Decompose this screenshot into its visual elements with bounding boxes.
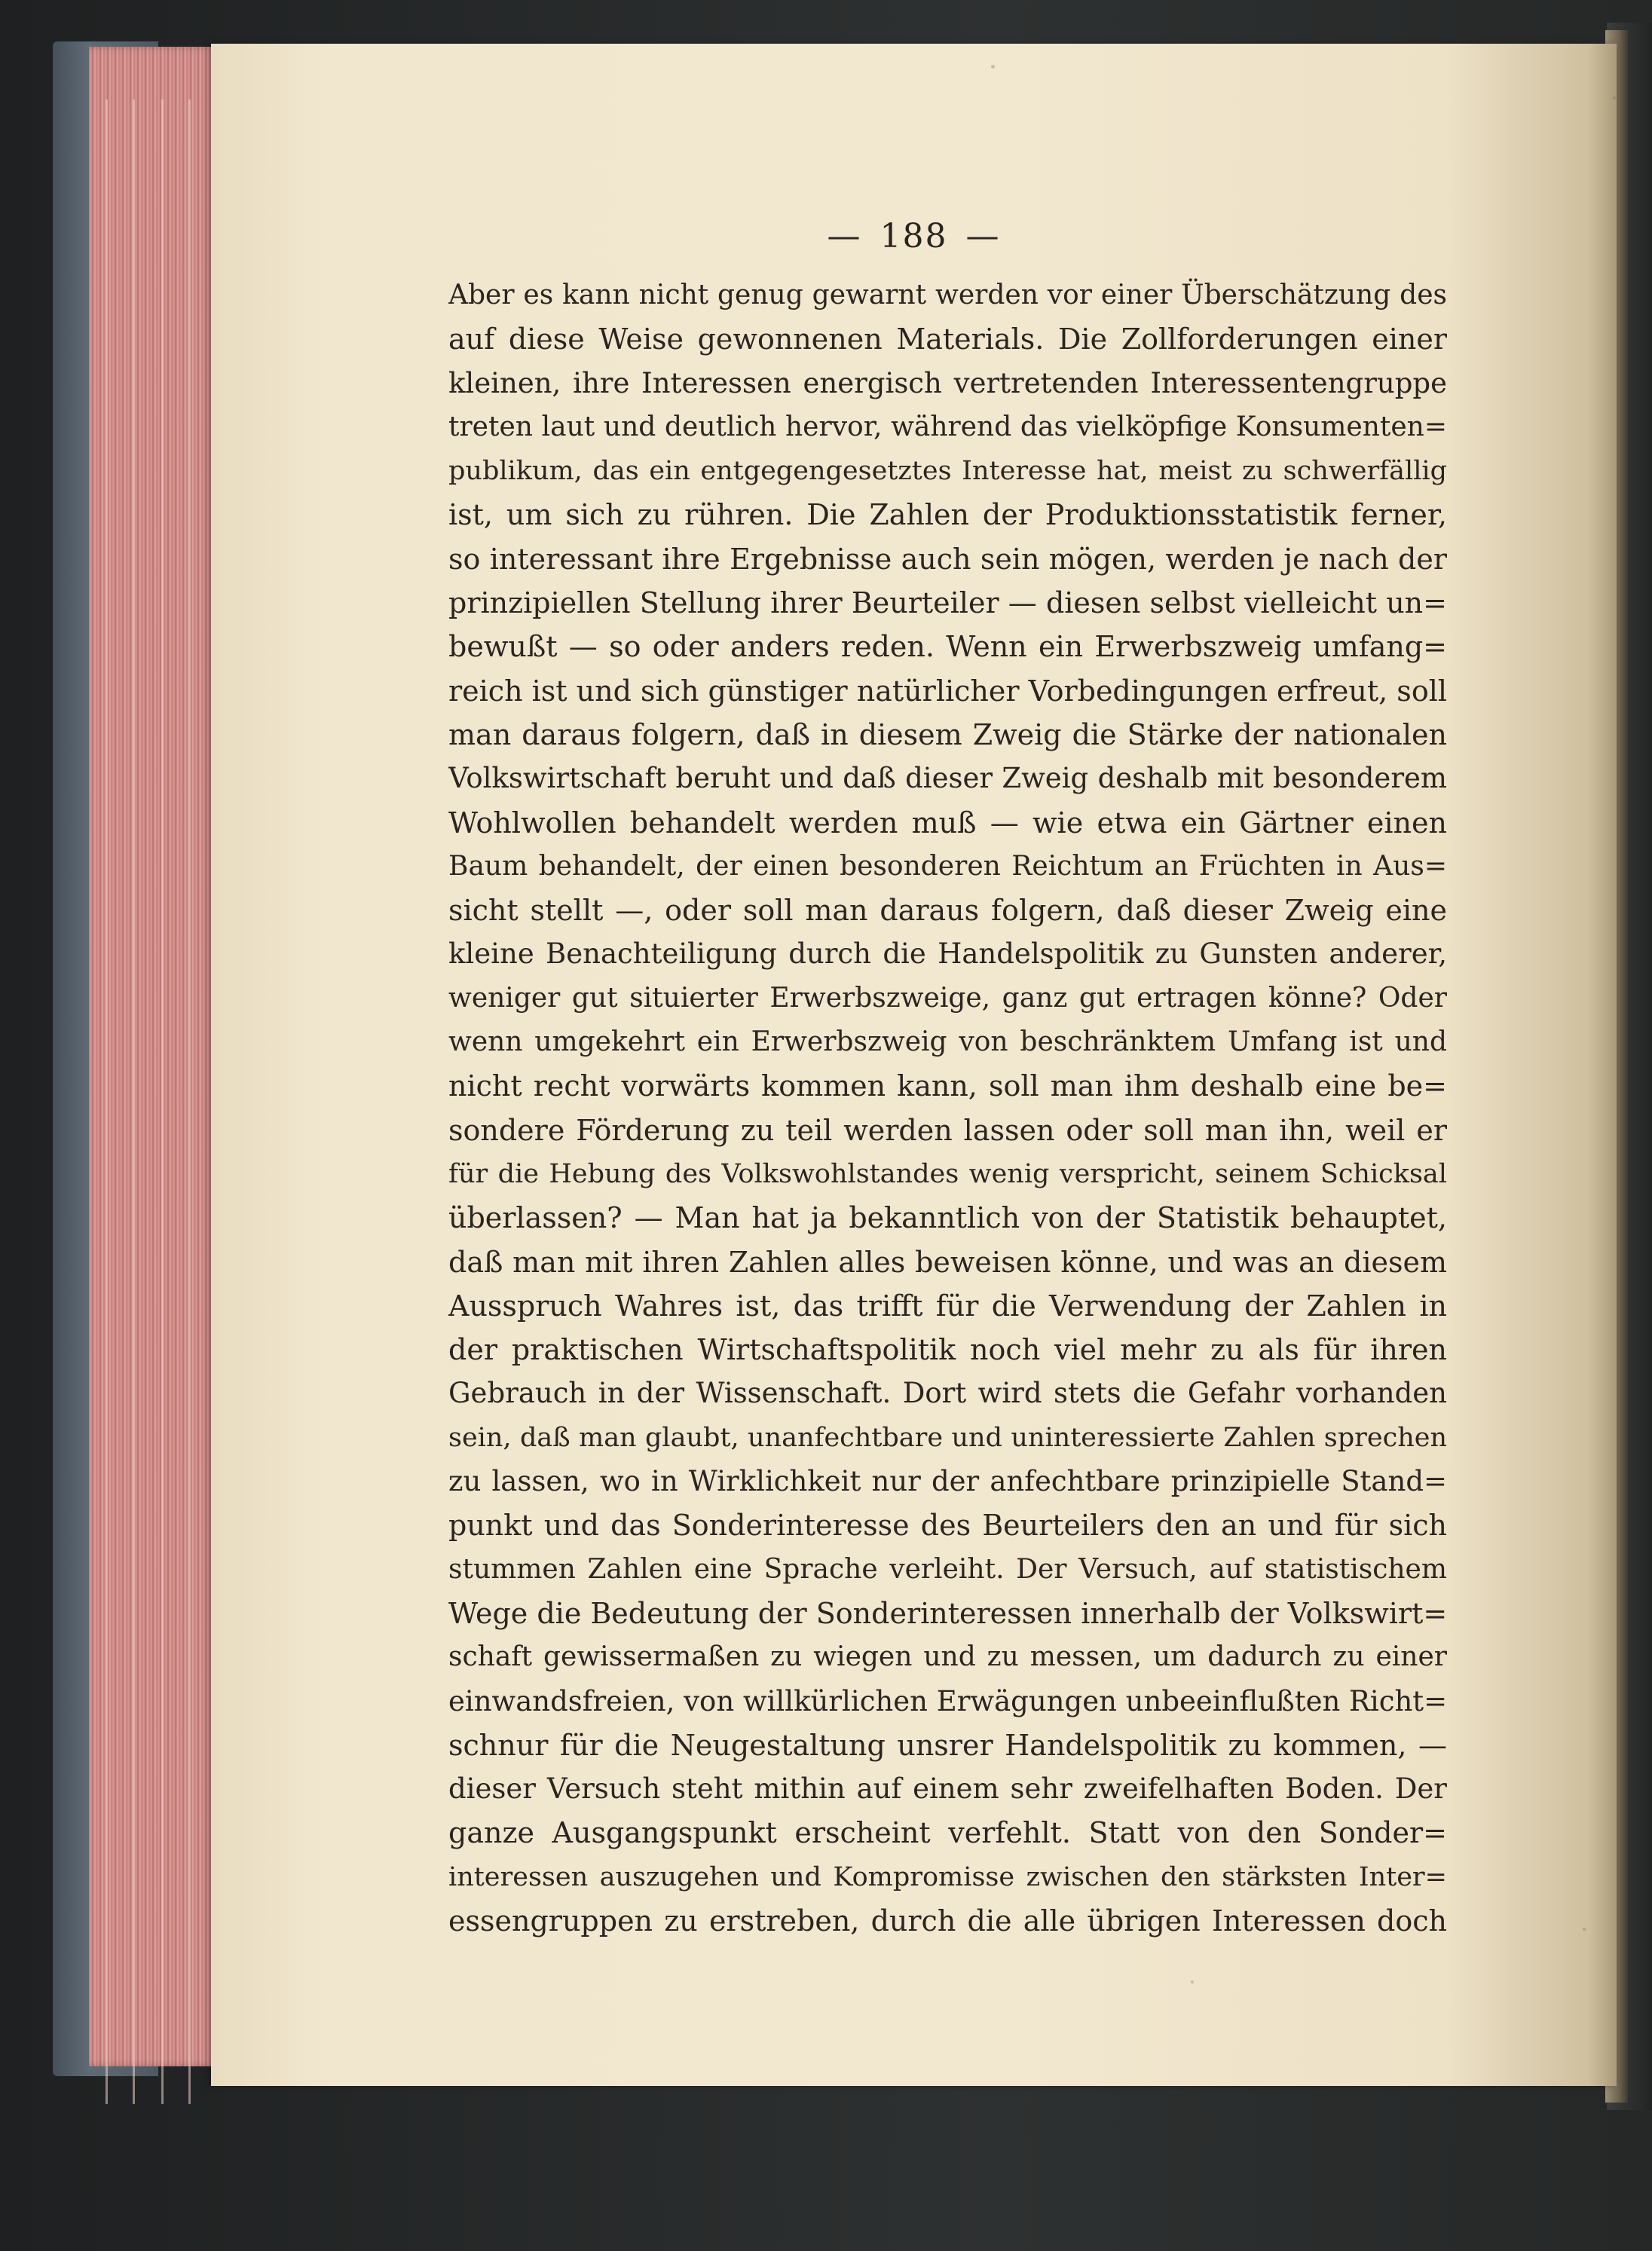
text-line: Ausspruch Wahres ist, das trifft für die Verwendung der Zahlen in xyxy=(448,1289,1447,1323)
text-line: punkt und das Sonderinteresse des Beurteilers den an und für sich xyxy=(448,1509,1447,1543)
paper-speck xyxy=(1191,1980,1194,1983)
text-line: reich ist und sich günstiger natürlicher Vorbedingungen erfreut, soll xyxy=(448,674,1447,708)
text-line: nicht recht vorwärts kommen kann, soll man ihm deshalb eine be= xyxy=(448,1069,1447,1103)
page-number-dash-left: — xyxy=(827,217,862,255)
text-line: treten laut und deutlich hervor, während das vielköpfige Konsumenten= xyxy=(448,411,1447,442)
text-line: kleine Benachteiligung durch die Handelspolitik zu Gunsten anderer, xyxy=(448,937,1447,971)
text-line: zu lassen, wo in Wirklichkeit nur der anfechtbare prinzipielle Stand= xyxy=(448,1465,1447,1498)
page-number xyxy=(211,217,1617,255)
text-line: sicht stellt —, oder soll man daraus folgern, daß dieser Zweig eine xyxy=(448,894,1447,928)
body-text xyxy=(448,274,1447,1943)
text-line: schnur für die Neugestaltung unsrer Handelspolitik zu kommen, — xyxy=(448,1728,1447,1762)
paper-speck xyxy=(1613,96,1616,99)
text-line: für die Hebung des Volkswohlstandes wenig verspricht, seinem Schicksal xyxy=(448,1158,1447,1189)
text-line: interessen auszugehen und Kompromisse zwischen den stärksten Inter= xyxy=(448,1861,1447,1892)
page-edge-line xyxy=(133,99,135,2104)
text-line: dieser Versuch steht mithin auf einem sehr zweifelhaften Boden. Der xyxy=(448,1772,1447,1806)
text-line: überlassen? — Man hat ja bekanntlich von der Statistik behauptet, xyxy=(448,1201,1447,1235)
text-line: man daraus folgern, daß in diesem Zweig die Stärke der nationalen xyxy=(448,717,1447,751)
page-edge-line xyxy=(161,99,164,2104)
text-line: Gebrauch in der Wissenschaft. Dort wird stets die Gefahr vorhanden xyxy=(448,1377,1447,1410)
text-line: schaft gewissermaßen zu wiegen und zu messen, um dadurch zu einer xyxy=(448,1641,1447,1673)
book-page xyxy=(211,44,1617,2086)
text-line: stummen Zahlen eine Sprache verleiht. Der Versuch, auf statistischem xyxy=(448,1553,1447,1585)
page-edge-stack xyxy=(89,47,217,2066)
page-number-value: 188 xyxy=(880,217,948,255)
page-number-dash-right: — xyxy=(965,217,1001,255)
text-line: Wohlwollen behandelt werden muß — wie etwa ein Gärtner einen xyxy=(448,806,1447,840)
page-edge-line xyxy=(188,99,191,2104)
text-line: publikum, das ein entgegengesetztes Interesse hat, meist zu schwerfällig xyxy=(448,456,1447,487)
text-line: weniger gut situierter Erwerbszweige, ganz gut ertragen könne? Oder xyxy=(448,982,1447,1014)
text-line: kleinen, ihre Interessen energisch vertretenden Interessentengruppe xyxy=(448,366,1447,399)
paper-speck xyxy=(991,65,995,69)
text-line: auf diese Weise gewonnenen Materials. Die Zollforderungen einer xyxy=(448,323,1447,356)
text-line: Aber es kann nicht genug gewarnt werden vor einer Überschätzung des xyxy=(448,280,1447,310)
text-line: der praktischen Wirtschaftspolitik noch viel mehr zu als für ihren xyxy=(448,1333,1447,1367)
paper-speck xyxy=(1583,1928,1586,1931)
text-line: sondere Förderung zu teil werden lassen oder soll man ihn, weil er xyxy=(448,1113,1447,1147)
text-line: ganze Ausgangspunkt erscheint verfehlt. Statt von den Sonder= xyxy=(448,1816,1447,1850)
text-line: daß man mit ihren Zahlen alles beweisen könne, und was an diesem xyxy=(448,1245,1447,1279)
text-line: prinzipiellen Stellung ihrer Beurteiler — diesen selbst vielleicht un= xyxy=(448,586,1447,620)
text-line: essengruppen zu erstreben, durch die alle übrigen Interessen doch xyxy=(448,1904,1447,1938)
text-line: einwandsfreien, von willkürlichen Erwägungen unbeeinflußten Richt= xyxy=(448,1684,1447,1717)
page-edge-line xyxy=(106,99,108,2104)
text-line: wenn umgekehrt ein Erwerbszweig von beschränktem Umfang ist und xyxy=(448,1026,1447,1058)
text-line: bewußt — so oder anders reden. Wenn ein Erwerbszweig umfang= xyxy=(448,630,1447,664)
text-line: Wege die Bedeutung der Sonderinteressen innerhalb der Volkswirt= xyxy=(448,1596,1447,1630)
text-line: Baum behandelt, der einen besonderen Reichtum an Früchten in Aus= xyxy=(448,850,1447,882)
text-line: Volkswirtschaft beruht und daß dieser Zweig deshalb mit besonderem xyxy=(448,762,1447,795)
text-line: so interessant ihre Ergebnisse auch sein mögen, werden je nach der xyxy=(448,542,1447,576)
text-line: ist, um sich zu rühren. Die Zahlen der Produktionsstatistik ferner, xyxy=(448,498,1447,532)
text-line: sein, daß man glaubt, unanfechtbare und uninteressierte Zahlen sprechen xyxy=(448,1422,1447,1453)
